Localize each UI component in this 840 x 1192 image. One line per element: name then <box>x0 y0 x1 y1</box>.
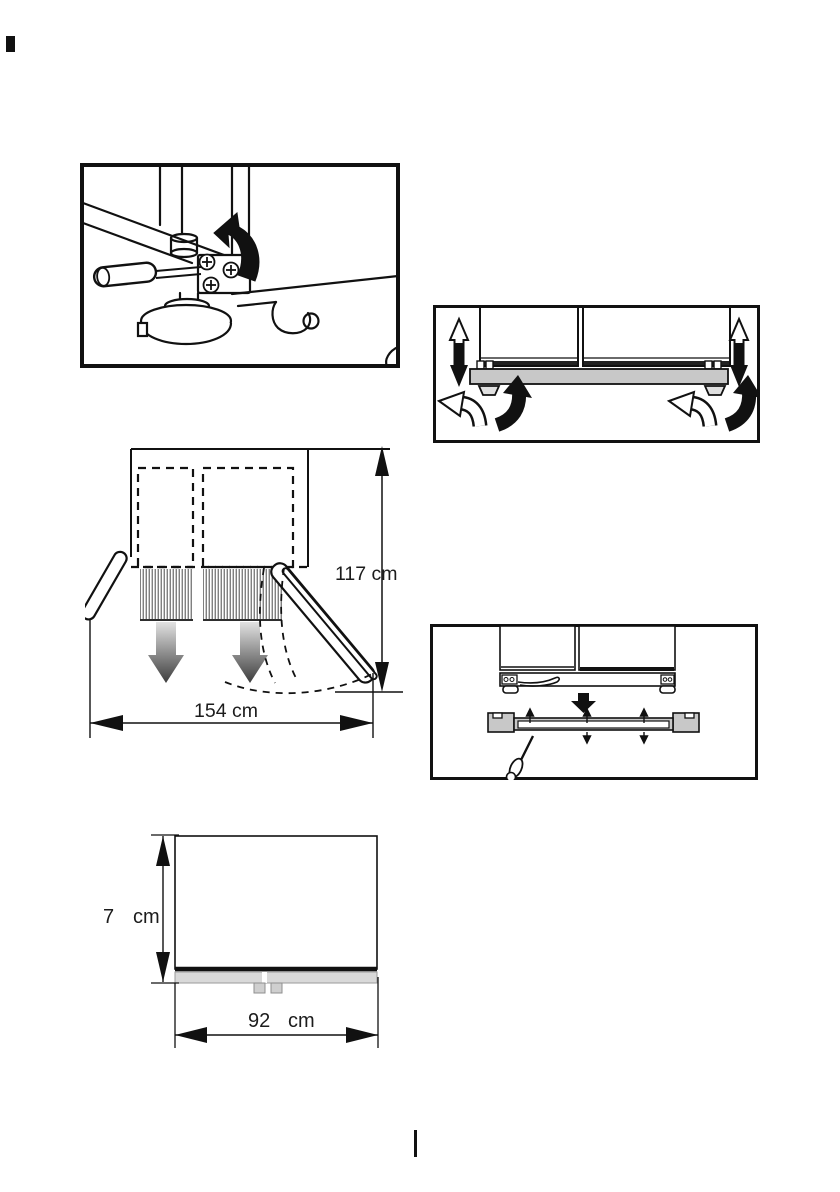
figure-plinth-mounting <box>430 624 758 780</box>
width-unit: cm <box>288 1010 315 1032</box>
footer-divider-line <box>414 1130 417 1157</box>
height-dimension <box>103 835 179 983</box>
door-footprints-dashed <box>131 468 308 567</box>
figure-door-swing-clearance <box>85 440 405 745</box>
height-unit: cm <box>133 906 160 928</box>
height-value: 7 <box>103 906 115 928</box>
scan-artifact-mark <box>6 36 15 52</box>
figure-wall-clearance <box>95 830 395 1060</box>
cabinet-outline <box>131 449 390 567</box>
fridge-bottom-drawing <box>500 626 675 693</box>
height-label: 117 cm <box>335 563 398 585</box>
left-foot <box>479 386 499 395</box>
right-foot <box>705 386 725 395</box>
width-label: 154 cm <box>194 700 258 722</box>
cabinet-outline <box>175 836 377 969</box>
pull-out-arrow-icon <box>148 622 184 683</box>
plinth-bar <box>470 369 728 384</box>
width-value: 92 <box>248 1010 271 1032</box>
pull-out-arrow-icon <box>232 622 268 683</box>
left-open-door <box>85 550 129 622</box>
figure-foot-adjustment <box>80 163 400 368</box>
plinth-strip <box>175 972 377 993</box>
figure-leveling <box>433 305 760 443</box>
fridge-bottom-drawing <box>470 307 730 395</box>
